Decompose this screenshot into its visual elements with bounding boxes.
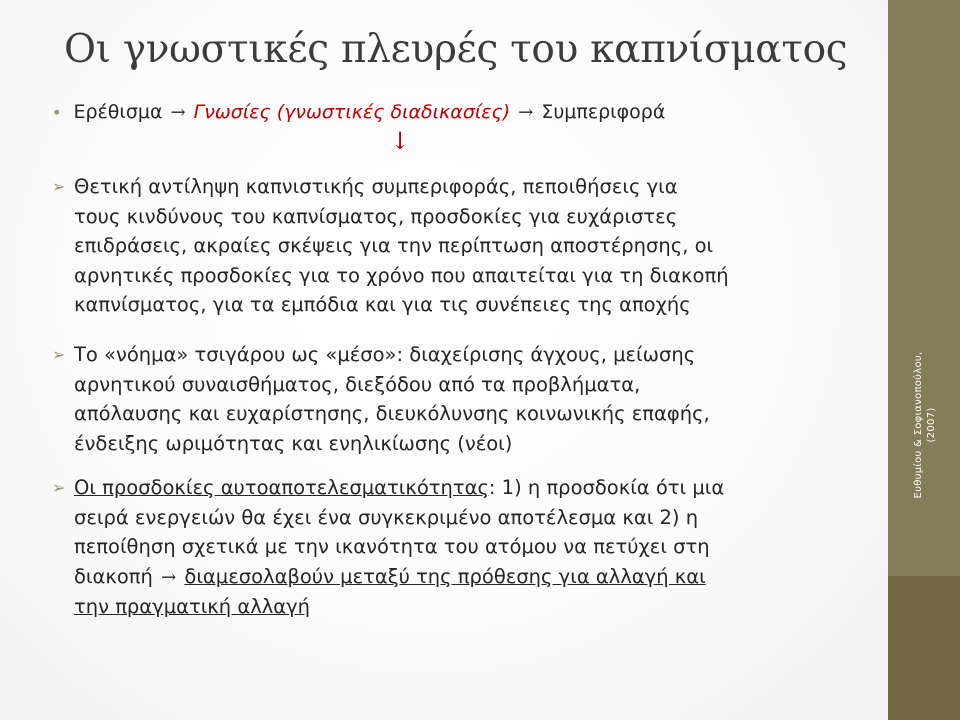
paragraph-self-efficacy <box>52 473 852 622</box>
paragraph-line: πεποίθηση σχετικά με την ικανότητα του ατόμου να πετύχει στη <box>74 535 710 558</box>
paragraph-cognitions <box>52 172 852 320</box>
slide-title: Οι γνωστικές πλευρές του καπνίσματος <box>64 27 848 72</box>
chevron-bullet-icon: ➢ <box>52 345 66 364</box>
mediation-text: διαμεσολαβούν μεταξύ της πρόθεσης για αλλαγή και <box>184 564 706 588</box>
right-arrow-icon: → <box>518 102 534 123</box>
chevron-bullet-icon: ➢ <box>52 478 66 497</box>
stimulus-text: Ερέθισμα <box>73 101 163 123</box>
paragraph-line: τους κινδύνους του καπνίσματος, προσδοκίες για ευχάριστες <box>74 204 678 228</box>
sidebar-footer-panel <box>888 576 960 720</box>
paragraph-line: επιδράσεις, ακραίες σκέψεις για την περίπτωση αποστέρησης, οι <box>74 234 714 257</box>
paragraph-line: σειρά ενεργειών θα έχει ένα συγκεκριμένο αποτέλεσμα και 2) η <box>74 505 699 529</box>
self-efficacy-term: Οι προσδοκίες αυτοαποτελεσματικότητας <box>74 476 489 499</box>
paragraph-line: αρνητικού συναισθήματος, διεξόδου από τα προβλήματα, <box>74 372 641 396</box>
citation-year: (2007) <box>926 407 937 443</box>
paragraph-line: Το «νόημα» τσιγάρου ως «μέσο»: διαχείρισης άγχους, μείωσης <box>74 343 696 366</box>
bullet-dot-icon: • <box>52 103 62 122</box>
paragraph-line: Θετική αντίληψη καπνιστικής συμπεριφοράς, πεποιθήσεις για <box>74 175 678 198</box>
citation-text <box>912 325 938 525</box>
cognitions-text: Γνωσίες (γνωστικές διαδικασίες) <box>193 101 511 123</box>
paragraph-line: ένδειξης ωριμότητας και ενηλικίωσης (νέοι) <box>74 431 513 455</box>
paragraph-line <box>74 562 852 593</box>
chevron-bullet-icon: ➢ <box>52 177 66 196</box>
paragraph-text: διακοπή <box>74 564 153 588</box>
stimulus-cognition-behavior-line <box>52 98 665 127</box>
paragraph-line <box>74 592 852 622</box>
citation-authors: Ευθυμίου & Σοφιανοπούλου, <box>913 351 924 499</box>
paragraph-meaning-of-cigarette <box>52 340 852 458</box>
right-arrow-icon: → <box>170 102 186 123</box>
behavior-text: Συμπεριφορά <box>541 101 666 123</box>
right-arrow-icon: → <box>161 566 177 588</box>
mediation-text: την πραγματική αλλαγή <box>74 595 311 618</box>
paragraph-text: : 1) η προσδοκία ότι μια <box>488 476 725 499</box>
paragraph-line: καπνίσματος, για τα εμπόδια και για τις συνέπειες της αποχής <box>74 293 691 316</box>
paragraph-line: αρνητικές προσδοκίες για το χρόνο που απαιτείται για τη διακοπή <box>74 263 729 287</box>
down-arrow-icon: ↓ <box>390 127 411 155</box>
paragraph-line: απόλαυσης και ευχαρίστησης, διευκόλυνσης κοινωνικής επαφής, <box>74 402 710 425</box>
paragraph-line <box>74 473 852 503</box>
